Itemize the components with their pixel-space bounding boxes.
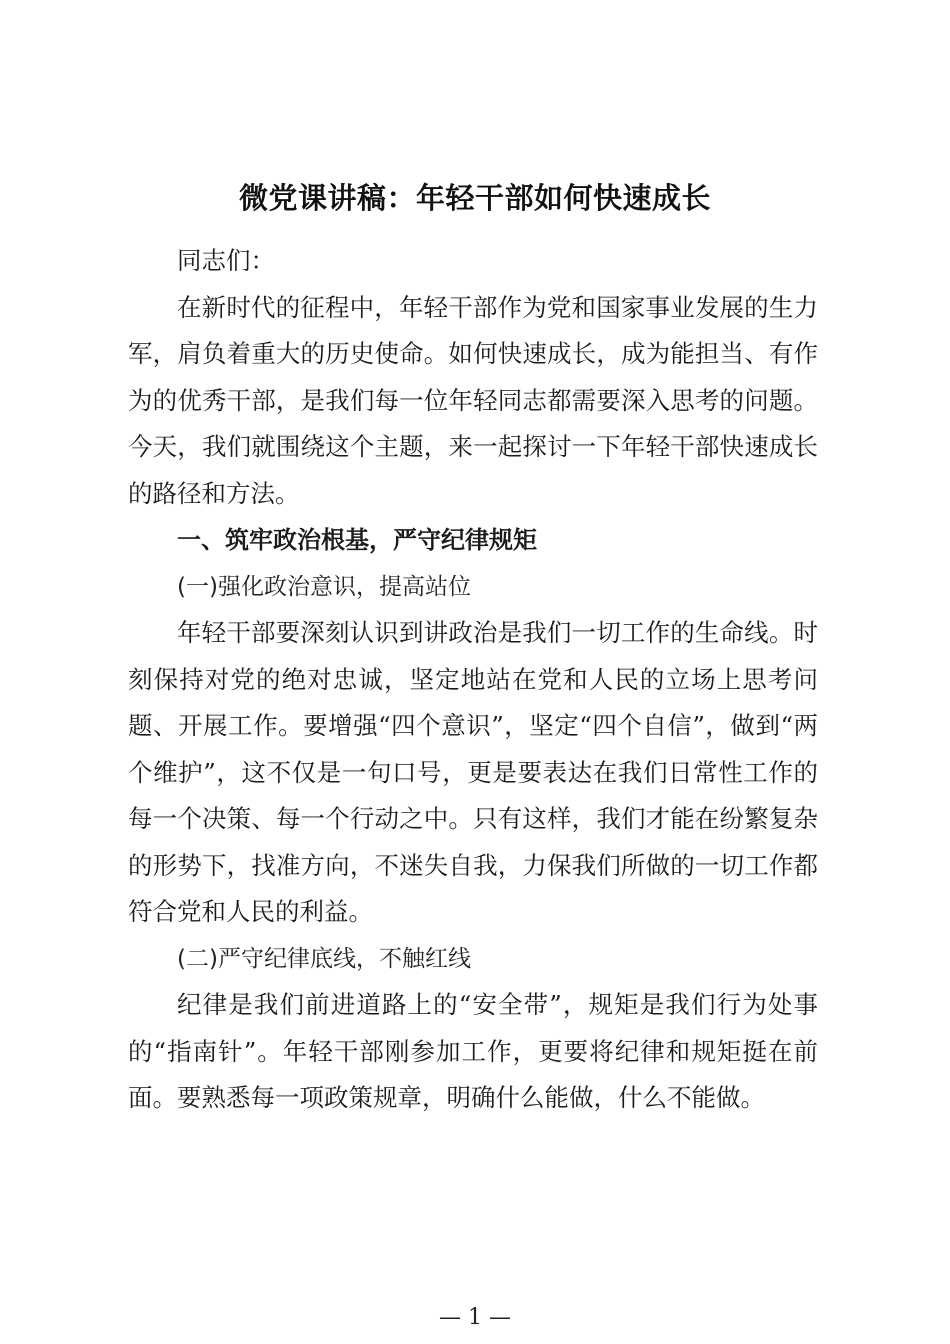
document-body — [128, 238, 818, 1122]
subsection-heading: (一)强化政治意识，提高站位 — [177, 573, 471, 600]
page-number: — 1 — — [439, 1305, 511, 1330]
document-title: 微党课讲稿：年轻干部如何快速成长 — [238, 181, 711, 215]
intro-paragraph: 在新时代的征程中，年轻干部作为党和国家事业发展的生力军，肩负着重大的历史使命。如何快速成长，成为能担当、有作为的优秀干部，是我们每一位年轻同志都需要深入思考的问题。今天，我们就围绕这个主题，来一起探讨一下年轻干部快速成长的路径和方法。 — [128, 292, 818, 508]
subsection-heading: (二)严守纪律底线，不触红线 — [177, 945, 471, 972]
section-heading: 一、筑牢政治根基，严守纪律规矩 — [177, 526, 537, 554]
body-paragraph: 年轻干部要深刻认识到讲政治是我们一切工作的生命线。时刻保持对党的绝对忠诚，坚定地站在党和人民的立场上思考问题、开展工作。要增强“四个意识”，坚定“四个自信”，做到“两个维护”，这不仅是一句口号，更是要表达在我们日常性工作的每一个决策、每一个行动之中。只有这样，我们才能在纷繁复杂的形势下，找准方向，不迷失自我，力保我们所做的一切工作都符合党和人民的利益。 — [128, 618, 818, 926]
body-paragraph: 纪律是我们前进道路上的“安全带”，规矩是我们行为处事的“指南针”。年轻干部刚参加工作，更要将纪律和规矩挺在前面。要熟悉每一项政策规章，明确什么能做，什么不能做。 — [128, 990, 818, 1112]
salutation-paragraph: 同志们： — [177, 246, 275, 275]
